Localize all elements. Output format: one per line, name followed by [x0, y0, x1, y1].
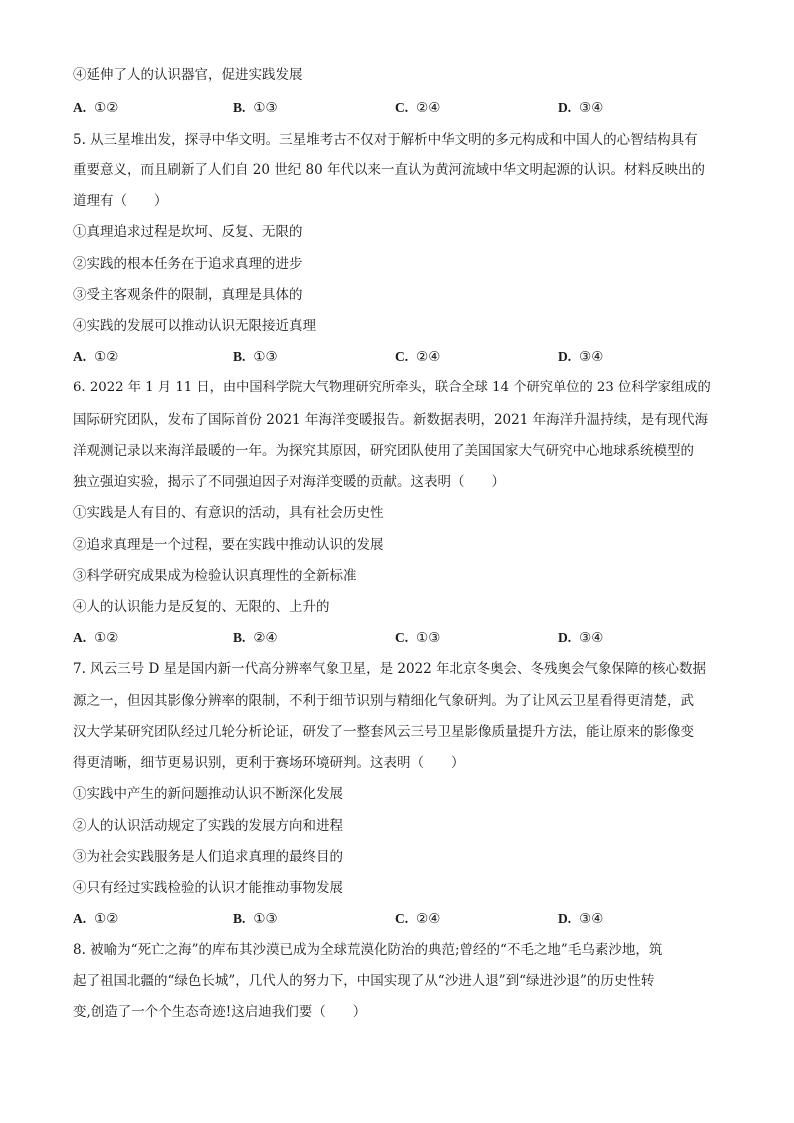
answer-options: [73, 909, 733, 929]
item-text: ②人的认识活动规定了实践的发展方向和进程: [73, 818, 343, 834]
item-text: ②追求真理是一个过程，要在实践中推动认识的发展: [73, 537, 384, 553]
item-text: ④延伸了人的认识器官，促进实践发展: [73, 67, 303, 83]
option-c[interactable]: C. ②④: [395, 349, 441, 365]
question-stem: 源之一，但因其影像分辨率的限制，不利于细节识别与精细化气象研判。为了让风云卫星看得更清楚，武: [73, 693, 694, 709]
question-stem: 国际研究团队，发布了国际首份 2021 年海洋变暖报告。新数据表明，2021 年海洋升温持续，是有现代海: [73, 412, 709, 428]
option-b[interactable]: B. ①③: [233, 349, 278, 365]
answer-options: [73, 98, 733, 118]
answer-options: [73, 347, 733, 367]
option-b[interactable]: B. ①③: [233, 100, 278, 116]
answer-options: [73, 628, 733, 648]
option-a[interactable]: A. ①②: [73, 630, 119, 646]
option-d[interactable]: D. ③④: [558, 630, 604, 646]
question-stem: 6. 2022 年 1 月 11 日，由中国科学院大气物理研究所牵头，联合全球 14 个研究单位的 23 位科学家组成的: [73, 380, 711, 395]
option-a[interactable]: A. ①②: [73, 911, 119, 927]
question-stem: 得更清晰，细节更易识别，更利于赛场环境研判。这表明（ ）: [73, 755, 465, 771]
option-b[interactable]: B. ①③: [233, 911, 278, 927]
item-text: ④人的认识能力是反复的、无限的、上升的: [73, 599, 330, 615]
question-stem: 变,创造了一个个生态奇迹!这启迪我们要（ ）: [73, 1004, 367, 1020]
option-d[interactable]: D. ③④: [558, 911, 604, 927]
option-d[interactable]: D. ③④: [558, 349, 604, 365]
item-text: ③科学研究成果成为检验认识真理性的全新标准: [73, 568, 357, 584]
item-text: ③受主客观条件的限制，真理是具体的: [73, 287, 303, 303]
option-b[interactable]: B. ②④: [233, 630, 278, 646]
option-c[interactable]: C. ②④: [395, 100, 441, 116]
question-stem: 5. 从三星堆出发，探寻中华文明。三星堆考古不仅对于解析中华文明的多元构成和中国人的心智结构具有: [73, 132, 698, 148]
option-a[interactable]: A. ①②: [73, 100, 119, 116]
question-stem: 7. 风云三号 D 星是国内新一代高分辨率气象卫星，是 2022 年北京冬奥会、冬残奥会气象保障的核心数据: [73, 661, 707, 677]
option-d[interactable]: D. ③④: [558, 100, 604, 116]
option-a[interactable]: A. ①②: [73, 349, 119, 365]
question-stem: 洋观测记录以来海洋最暖的一年。为探究其原因，研究团队使用了美国国家大气研究中心地球系统模型的: [73, 443, 694, 459]
question-stem: 重要意义，而且刷新了人们自 20 世纪 80 年代以来一直认为黄河流域中华文明起源的认识。材料反映出的: [73, 162, 706, 178]
item-text: ④只有经过实践检验的认识才能推动事物发展: [73, 880, 343, 896]
question-stem: 8. 被喻为“死亡之海”的库布其沙漠已成为全球荒漠化防治的典范;曾经的“不毛之地”毛乌素沙地，筑: [73, 942, 663, 958]
question-stem: 起了祖国北疆的“绿色长城”，几代人的努力下，中国实现了从“沙进人退”到“绿进沙退”的历史性转: [73, 973, 655, 989]
item-text: ①实践是人有目的、有意识的活动，具有社会历史性: [73, 505, 384, 521]
item-text: ①实践中产生的新问题推动认识不断深化发展: [73, 786, 343, 802]
option-c[interactable]: C. ①③: [395, 630, 441, 646]
item-text: ②实践的根本任务在于追求真理的进步: [73, 256, 303, 272]
item-text: ①真理追求过程是坎坷、反复、无限的: [73, 224, 303, 240]
question-stem: 汉大学某研究团队经过几轮分析论证，研发了一整套风云三号卫星影像质量提升方法，能让原来的影像变: [73, 724, 694, 740]
question-stem: 独立强迫实验，揭示了不同强迫因子对海洋变暖的贡献。这表明（ ）: [73, 474, 505, 490]
item-text: ③为社会实践服务是人们追求真理的最终目的: [73, 849, 343, 865]
question-stem: 道理有（ ）: [73, 193, 168, 209]
option-c[interactable]: C. ②④: [395, 911, 441, 927]
item-text: ④实践的发展可以推动认识无限接近真理: [73, 318, 316, 334]
